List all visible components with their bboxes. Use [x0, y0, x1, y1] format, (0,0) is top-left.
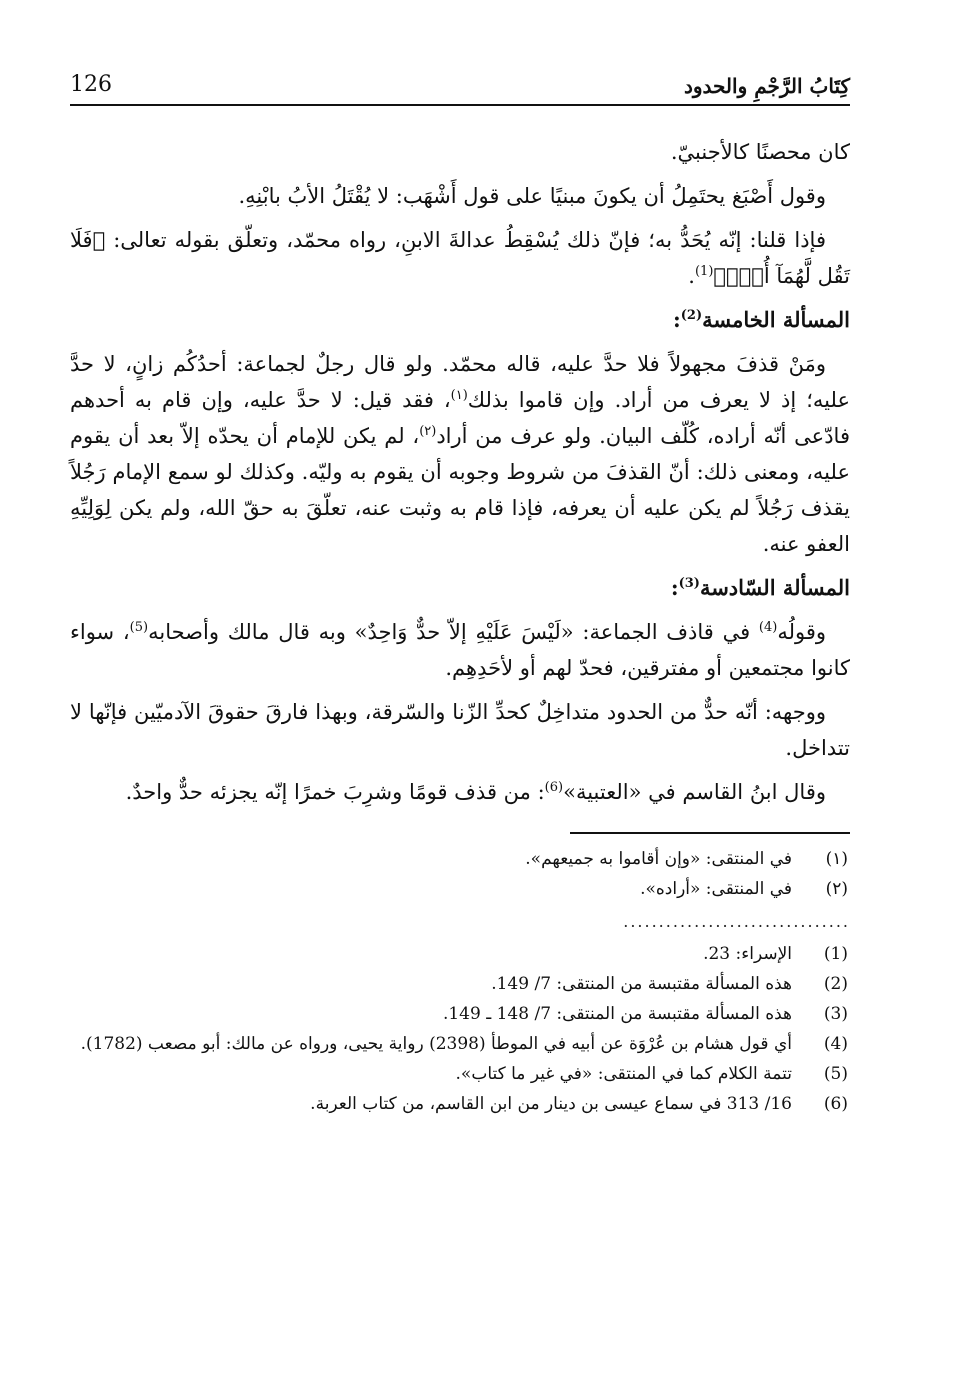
footnote-number: (1) — [823, 944, 848, 964]
footnote-text: أي قول هشام بن عُرْوَة عن أبيه في الموطأ (2398) رواية يحيى، ورواه عن مالك: أبو مصعب (1782). — [80, 1034, 792, 1054]
paragraph-text: فإذا قلنا: إنّه يُحَدُّ به؛ فإنّ ذلك يُسْقِطُ عدالةَ الابنِ، رواه محمّد، وتعلّق بقوله تعالى: ﴿فَلَا تَقُل لَّهُمَآ أُفّٖ﴾ — [70, 228, 850, 288]
footnote-ref: (2) — [680, 308, 703, 323]
paragraph-text: ومَنْ قذفَ مجهولاً فلا حدَّ عليه، قاله محمّد. ولو قال رجلٌ لجماعة: أحدُكُم زانٍ، لا حدَّ عليه؛ إذ لا يعرف من أراد. وإن قاموا بذلك — [70, 352, 850, 412]
paragraph: كان محصنًا كالأجنبيّ. — [670, 140, 850, 164]
book-title: كِتَابُ الرَّجْمِ والحدود — [683, 74, 850, 98]
heading-colon: : — [672, 307, 681, 332]
footnote-text: في المنتقى: «وإن أقاموا به جميعهم». — [525, 849, 792, 869]
paragraph-text: ، فقد قيل: لا حدَّ عليه، وإن قام به أحدهم فادّعى أنّه أراده، كُلّف البيان. ولو عرف من أراد — [70, 388, 850, 448]
footnote-ref: (٢) — [419, 424, 437, 439]
paragraph-text: وقولُه — [777, 620, 826, 644]
page — [70, 70, 850, 1119]
footnote-text: هذه المسألة مقتبسة من المنتقى: 7/ 148 ـ 149. — [442, 1004, 792, 1024]
footnote-number: (٢) — [825, 879, 848, 899]
footnote-number: (2) — [823, 974, 848, 994]
paragraph-text: وقال ابنُ القاسم في «العتبية» — [563, 780, 826, 804]
footnote — [70, 939, 850, 969]
heading-text: المسألة السّادسة — [699, 575, 850, 600]
footnote — [70, 999, 850, 1029]
footnote-number: (١) — [825, 849, 848, 869]
main-text — [70, 134, 850, 810]
footnotes-editor — [70, 939, 850, 1119]
footnote — [70, 874, 850, 904]
footnote-number: (5) — [823, 1064, 848, 1084]
footnote-number: (3) — [823, 1004, 848, 1024]
footnote-ref: (1) — [694, 264, 714, 279]
footnote — [70, 1029, 850, 1059]
footnote — [70, 969, 850, 999]
paragraph — [70, 346, 850, 562]
footnotes-original — [70, 844, 850, 904]
paragraph — [70, 222, 850, 294]
paragraph-text: في قاذف الجماعة: «لَيْسَ عَلَيْهِ إلاّ حدٌّ وَاحِدٌ» وبه قال مالك وأصحابه — [148, 620, 759, 644]
paragraph: وقول أَصْبَغ يحتَمِلُ أن يكونَ مبنيًا على قول أَشْهَب: لا يُقْتَلُ الأبُ بابْنِهِ. — [238, 184, 826, 208]
footnote-text: تتمة الكلام كما في المنتقى: «في غير ما كتاب». — [455, 1064, 792, 1084]
footnote-text: الإسراء: 23. — [703, 944, 792, 964]
paragraph — [70, 774, 850, 810]
footnote-ref: (6) — [544, 780, 564, 795]
paragraph-text: ، لم يكن للإمام أن يحدّه إلاّ بعد أن يقوم عليه، ومعنى ذلك: أنّ القذفَ من شروط وجوبه أن يقوم به وليّه. وكذلك لو سمع الإمام رَجُلاً يقذف رَجُلاً لم يكن عليه أن يعرفه، فإذا قام به وثبت عنه، تعلّقَ به حقّ الله، ولم يكن لِوَلِيِّهِ العفو عنه. — [70, 424, 850, 556]
heading-colon: : — [670, 575, 679, 600]
footnote-rule — [570, 832, 850, 834]
section-heading — [70, 570, 850, 606]
page-number: 126 — [70, 72, 112, 97]
footnote-text: في المنتقى: «أراده». — [640, 879, 792, 899]
heading-text: المسألة الخامسة — [702, 307, 850, 332]
footnote-ref: (4) — [758, 620, 778, 635]
footnote-number: (6) — [823, 1094, 848, 1114]
paragraph-text: : من قذف قومًا وشرِبَ خمرًا إنّه يجزئه حدٌّ واحدٌ. — [125, 780, 545, 804]
footnote-text: 16/ 313 في سماع عيسى بن دينار من ابن القاسم، من كتاب العربة. — [310, 1094, 792, 1114]
footnote — [70, 1059, 850, 1089]
running-header — [70, 70, 850, 106]
paragraph-text: . — [688, 264, 695, 288]
section-heading — [70, 302, 850, 338]
footnote — [70, 844, 850, 874]
footnote-ref: (3) — [678, 576, 700, 591]
footnote-number: (4) — [823, 1034, 848, 1054]
dotted-separator: ................................ — [623, 912, 850, 931]
paragraph-text: ، سواء كانوا مجتمعين أو مفترقين، فحدّ لهم أو لأحَدِهِم. — [70, 620, 850, 680]
paragraph: ووجهه: أنّه حدٌّ من الحدود متداخِلٌ كحدِّ الزّنا والسّرقة، وبهذا فارقَ حقوقَ الآدميّين فإنّها لا تتداخل. — [70, 700, 850, 760]
footnote-ref: (١) — [450, 388, 468, 403]
paragraph — [70, 614, 850, 686]
footnote-ref: (5) — [129, 620, 149, 635]
footnote — [70, 1089, 850, 1119]
footnote-text: هذه المسألة مقتبسة من المنتقى: 7/ 149. — [491, 974, 792, 994]
